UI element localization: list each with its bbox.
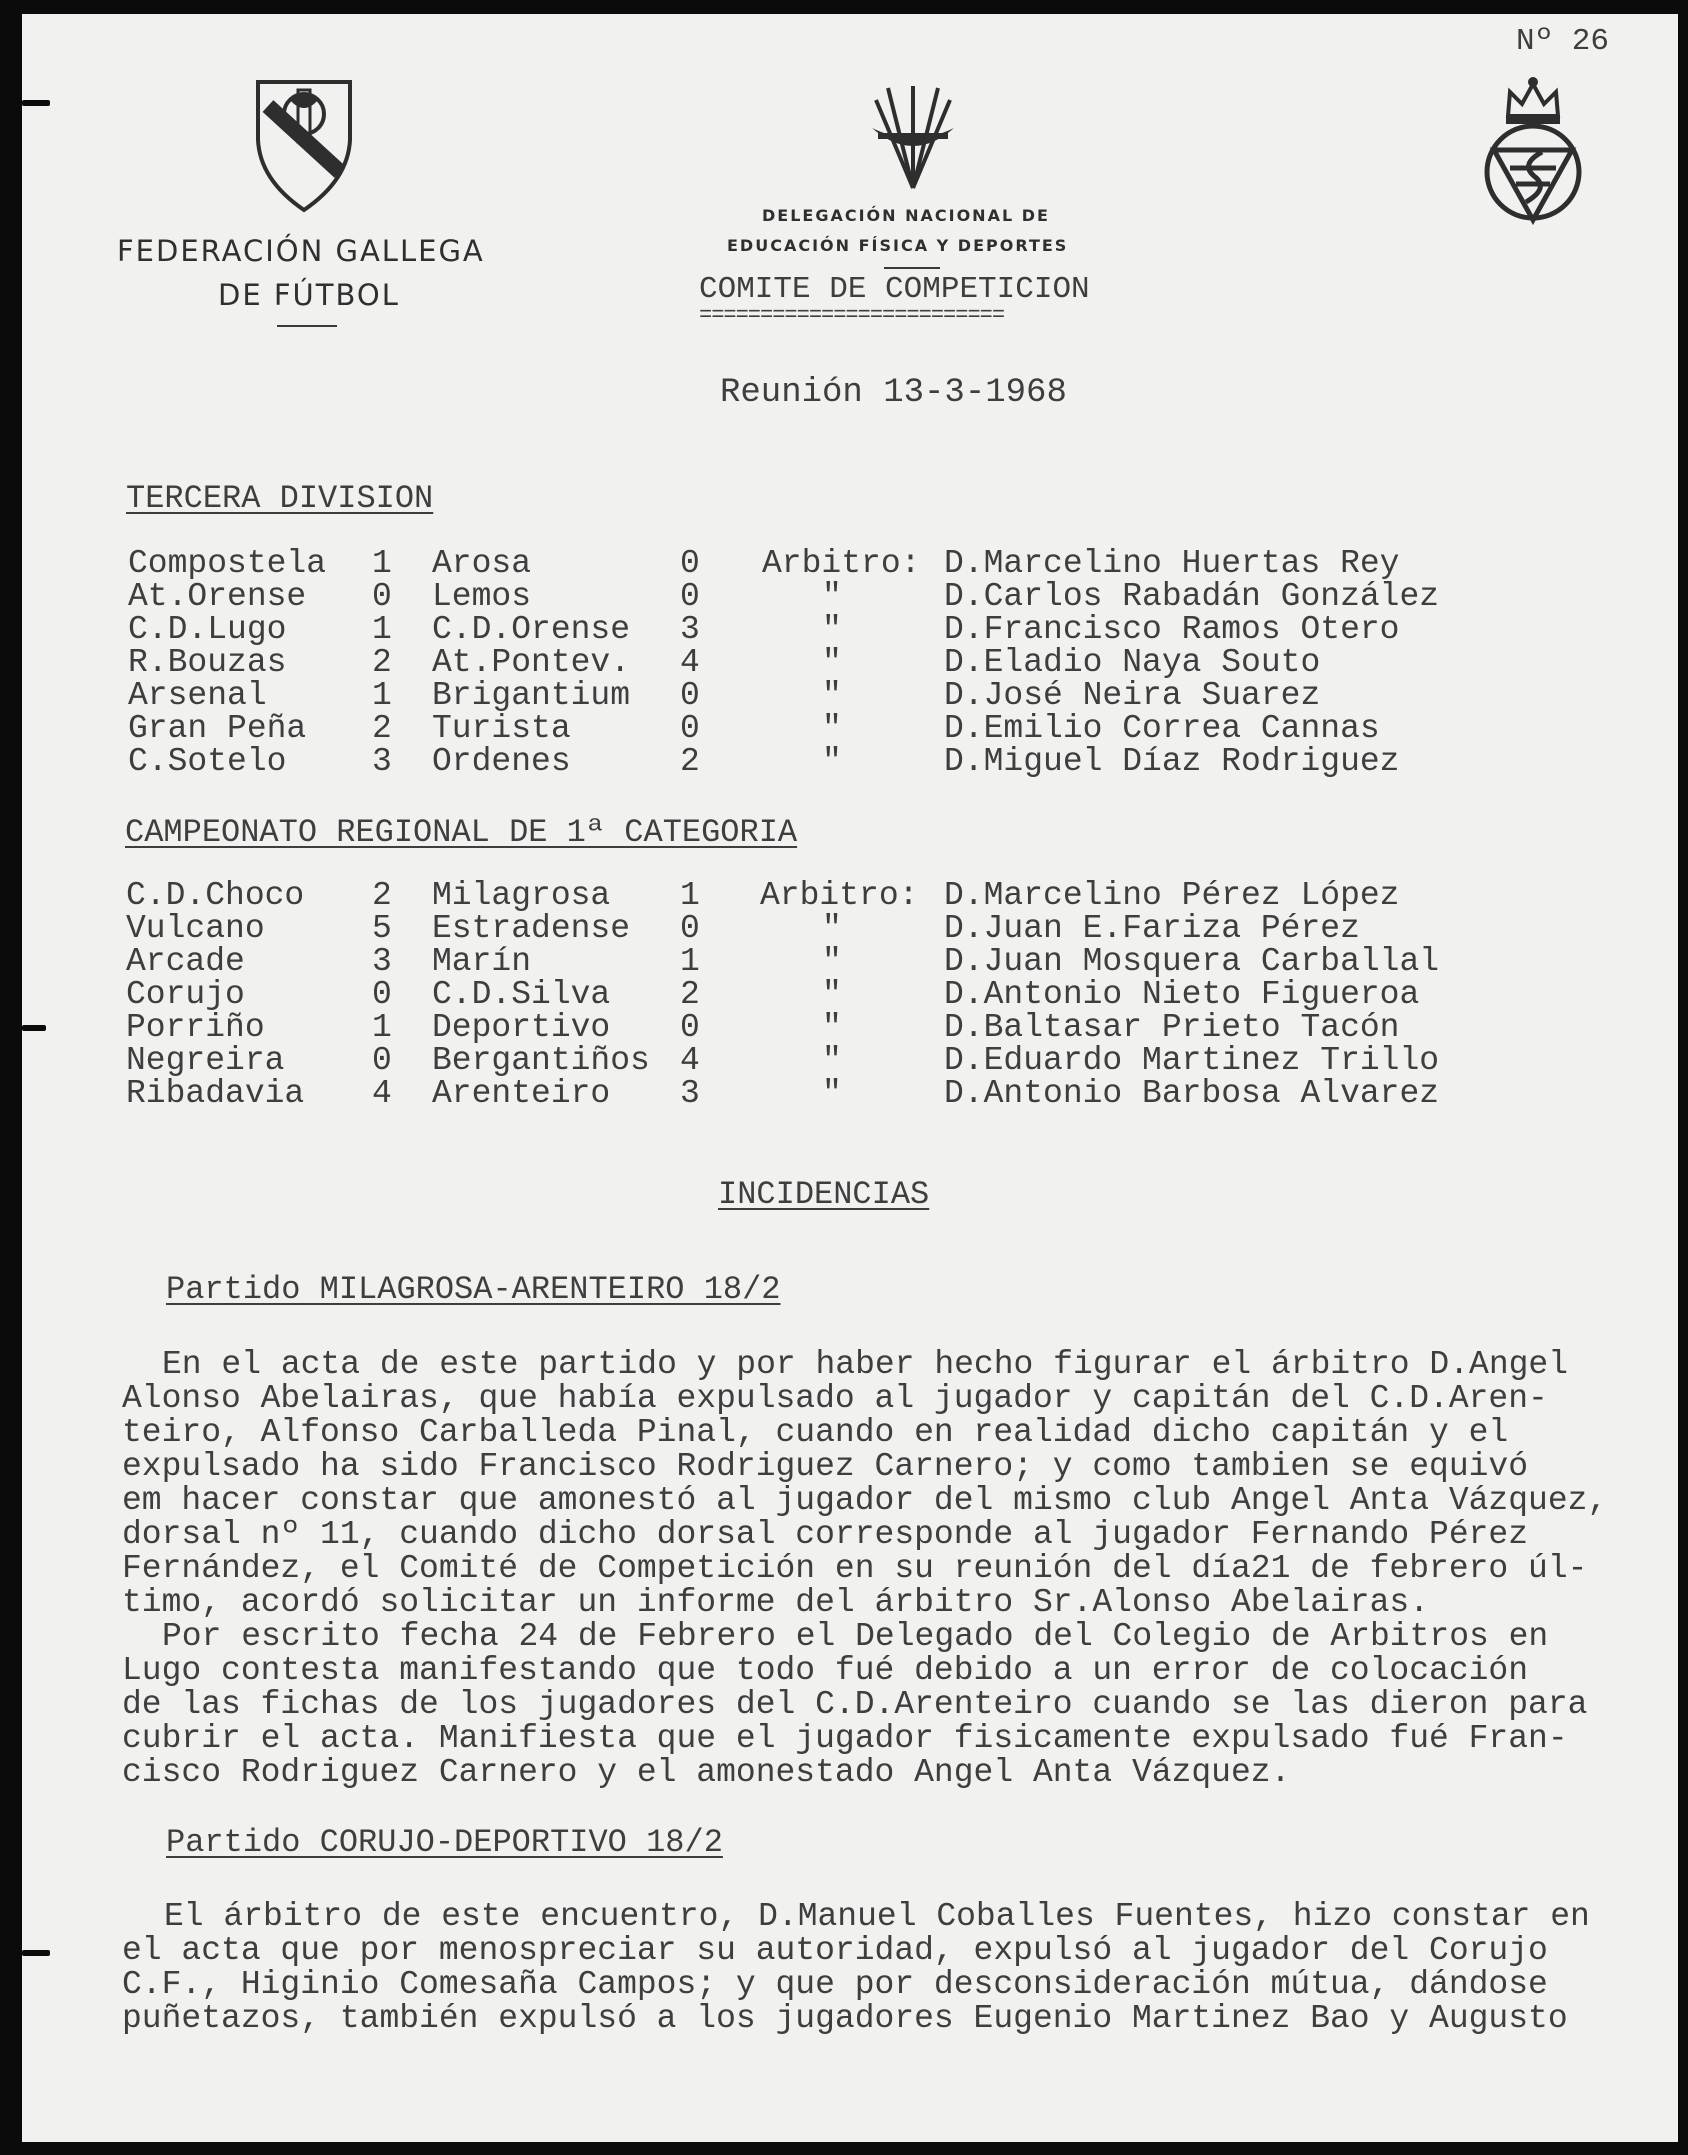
home-team: Gran Peña [128, 710, 307, 747]
away-team: Turista [432, 710, 571, 747]
section-heading-campeonato-regional: CAMPEONATO REGIONAL DE 1ª CATEGORIA [125, 814, 798, 851]
referee-name: D.Eduardo Martinez Trillo [944, 1042, 1440, 1079]
federation-name-line1: FEDERACIÓN GALLEGA [117, 234, 485, 268]
referee-label: Arbitro: [762, 545, 921, 582]
away-team: Lemos [432, 578, 532, 615]
home-team: R.Bouzas [128, 644, 287, 681]
away-score: 0 [680, 545, 700, 582]
away-score: 0 [680, 578, 700, 615]
referee-name: D.Miguel Díaz Rodriguez [944, 743, 1400, 780]
ditto-mark: " [822, 1009, 842, 1046]
ditto-mark: " [822, 910, 842, 947]
referee-name: D.Marcelino Pérez López [944, 877, 1400, 914]
referee-name: D.Juan Mosquera Carballal [944, 943, 1440, 980]
federation-divider [277, 325, 337, 327]
home-team: Compostela [128, 545, 327, 582]
binder-hole [22, 1950, 50, 1956]
ditto-mark: " [822, 578, 842, 615]
home-team: Arsenal [128, 677, 267, 714]
away-score: 3 [680, 611, 700, 648]
home-score: 1 [372, 545, 392, 582]
home-score: 0 [372, 1042, 392, 1079]
referee-name: D.Baltasar Prieto Tacón [944, 1009, 1400, 1046]
paragraph-line: Fernández, el Comité de Competición en su reunión del día21 de febrero úl- [122, 1550, 1588, 1587]
home-score: 2 [372, 877, 392, 914]
away-score: 2 [680, 743, 700, 780]
home-team: C.Sotelo [128, 743, 287, 780]
away-team: Ordenes [432, 743, 571, 780]
ditto-mark: " [822, 976, 842, 1013]
ditto-mark: " [822, 644, 842, 681]
paragraph-line: expulsado ha sido Francisco Rodriguez Carnero; y como tambien se equivó [122, 1448, 1529, 1485]
paragraph-line: En el acta de este partido y por haber hecho figurar el árbitro D.Angel [162, 1346, 1569, 1383]
ditto-mark: " [822, 743, 842, 780]
home-team: Porriño [126, 1009, 265, 1046]
referee-name: D.José Neira Suarez [944, 677, 1321, 714]
binder-hole [22, 100, 50, 106]
away-score: 0 [680, 710, 700, 747]
paragraph-line: Lugo contesta manifestando que todo fué debido a un error de colocación [122, 1652, 1529, 1689]
committee-title: COMITE DE COMPETICION [699, 272, 1090, 307]
paragraph-line: cubrir el acta. Manifiesta que el jugador fisicamente expulsado fué Fran- [122, 1720, 1568, 1757]
delegacion-line2: EDUCACIÓN FÍSICA Y DEPORTES [727, 236, 1069, 255]
away-score: 0 [680, 1009, 700, 1046]
home-score: 1 [372, 1009, 392, 1046]
binder-hole [22, 1025, 46, 1031]
away-score: 0 [680, 910, 700, 947]
ditto-mark: " [822, 710, 842, 747]
home-score: 1 [372, 611, 392, 648]
ditto-mark: " [822, 677, 842, 714]
delegacion-line1: DELEGACIÓN NACIONAL DE [762, 206, 1050, 225]
away-team: Estradense [432, 910, 631, 947]
home-score: 5 [372, 910, 392, 947]
home-score: 0 [372, 578, 392, 615]
home-team: Arcade [126, 943, 245, 980]
home-team: Negreira [126, 1042, 285, 1079]
away-team: Arenteiro [432, 1075, 611, 1112]
home-team: Corujo [126, 976, 245, 1013]
federation-name-line2: DE FÚTBOL [218, 278, 400, 312]
away-team: C.D.Silva [432, 976, 611, 1013]
federacion-gallega-shield-logo [252, 76, 356, 214]
away-team: Deportivo [432, 1009, 611, 1046]
away-team: Arosa [432, 545, 532, 582]
paragraph-line: El árbitro de este encuentro, D.Manuel Coballes Fuentes, hizo constar en [164, 1898, 1590, 1935]
paragraph-line: cisco Rodriguez Carnero y el amonestado Angel Anta Vázquez. [122, 1754, 1291, 1791]
away-team: Milagrosa [432, 877, 611, 914]
paragraph-line: de las fichas de los jugadores del C.D.Arenteiro cuando se las dieron para [122, 1686, 1588, 1723]
paragraph-line: puñetazos, también expulsó a los jugadores Eugenio Martinez Bao y Augusto [122, 2000, 1568, 2037]
away-score: 2 [680, 976, 700, 1013]
paragraph-line: Por escrito fecha 24 de Febrero el Delegado del Colegio de Arbitros en [162, 1618, 1549, 1655]
ditto-mark: " [822, 1042, 842, 1079]
referee-name: D.Emilio Correa Cannas [944, 710, 1380, 747]
home-score: 3 [372, 743, 392, 780]
ditto-mark: " [822, 943, 842, 980]
home-score: 0 [372, 976, 392, 1013]
home-team: C.D.Choco [126, 877, 305, 914]
paragraph-line: teiro, Alfonso Carballeda Pinal, cuando en realidad dicho capitán y el [122, 1414, 1509, 1451]
home-score: 1 [372, 677, 392, 714]
home-score: 2 [372, 644, 392, 681]
home-team: At.Orense [128, 578, 307, 615]
referee-name: D.Juan E.Fariza Pérez [944, 910, 1360, 947]
section-heading-incidencias: INCIDENCIAS [718, 1176, 930, 1213]
referee-name: D.Marcelino Huertas Rey [944, 545, 1400, 582]
referee-name: D.Eladio Naya Souto [944, 644, 1321, 681]
referee-label: Arbitro: [760, 877, 919, 914]
home-score: 3 [372, 943, 392, 980]
incident-title-1: Partido MILAGROSA-ARENTEIRO 18/2 [166, 1271, 781, 1308]
ditto-mark: " [822, 1075, 842, 1112]
incident-title-2: Partido CORUJO-DEPORTIVO 18/2 [166, 1824, 723, 1861]
delegacion-divider [884, 267, 940, 269]
meeting-date: Reunión 13-3-1968 [720, 374, 1067, 412]
paragraph-line: em hacer constar que amonestó al jugador del mismo club Angel Anta Vázquez, [122, 1482, 1608, 1519]
federacion-espanola-crest-logo [1480, 72, 1586, 230]
away-team: At.Pontev. [432, 644, 631, 681]
page-number: Nº 26 [1516, 24, 1610, 59]
home-team: C.D.Lugo [128, 611, 287, 648]
home-score: 2 [372, 710, 392, 747]
paragraph-line: dorsal nº 11, cuando dicho dorsal corresponde al jugador Fernando Pérez [122, 1516, 1529, 1553]
referee-name: D.Francisco Ramos Otero [944, 611, 1400, 648]
away-score: 1 [680, 943, 700, 980]
away-team: Brigantium [432, 677, 631, 714]
home-team: Vulcano [126, 910, 265, 947]
home-score: 4 [372, 1075, 392, 1112]
committee-title-double-underline: ========================= [699, 303, 1005, 328]
away-team: Marín [432, 943, 532, 980]
paragraph-line: el acta que por menospreciar su autoridad, expulsó al jugador del Corujo [122, 1932, 1548, 1969]
paragraph-line: Alonso Abelairas, que había expulsado al jugador y capitán del C.D.Aren- [122, 1380, 1548, 1417]
referee-name: D.Carlos Rabadán González [944, 578, 1440, 615]
paragraph-line: C.F., Higinio Comesaña Campos; y que por desconsideración mútua, dándose [122, 1966, 1548, 2003]
away-score: 0 [680, 677, 700, 714]
yoke-and-arrows-emblem [868, 78, 958, 196]
away-score: 4 [680, 1042, 700, 1079]
paragraph-line: timo, acordó solicitar un informe del árbitro Sr.Alonso Abelairas. [122, 1584, 1430, 1621]
home-team: Ribadavia [126, 1075, 305, 1112]
section-heading-tercera-division: TERCERA DIVISION [126, 480, 434, 517]
away-team: C.D.Orense [432, 611, 631, 648]
referee-name: D.Antonio Nieto Figueroa [944, 976, 1420, 1013]
away-team: Bergantiños [432, 1042, 650, 1079]
document-page [22, 14, 1678, 2142]
match-row [128, 545, 326, 582]
referee-name: D.Antonio Barbosa Alvarez [944, 1075, 1440, 1112]
away-score: 1 [680, 877, 700, 914]
away-score: 4 [680, 644, 700, 681]
away-score: 3 [680, 1075, 700, 1112]
ditto-mark: " [822, 611, 842, 648]
